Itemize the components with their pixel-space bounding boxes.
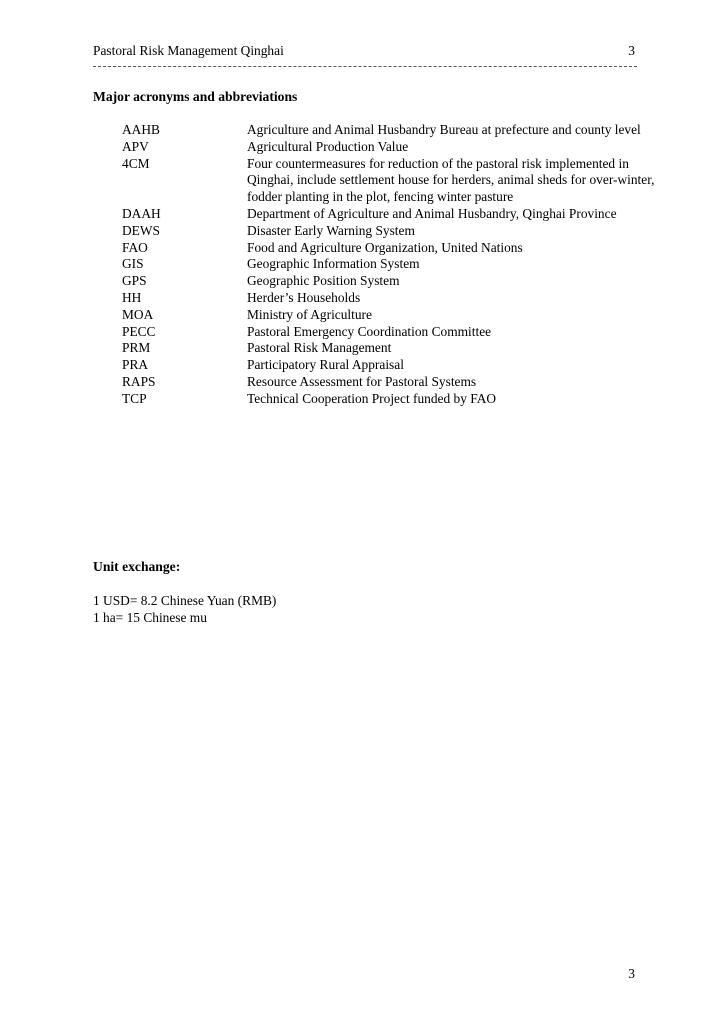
acronym-definition: Agricultural Production Value bbox=[247, 138, 409, 154]
acronym-abbr: MOA bbox=[122, 306, 154, 322]
acronym-row bbox=[122, 391, 682, 408]
acronym-definition: Disaster Early Warning System bbox=[247, 222, 415, 238]
acronym-definition: Herder’s Households bbox=[247, 289, 361, 305]
acronym-abbr: TCP bbox=[122, 390, 147, 406]
acronym-row bbox=[122, 223, 682, 240]
page-header bbox=[93, 43, 635, 61]
acronym-abbr: DEWS bbox=[122, 222, 160, 238]
acronym-abbr: 4CM bbox=[122, 155, 150, 171]
acronym-abbr: HH bbox=[122, 289, 142, 305]
acronym-definition: Four countermeasures for reduction of the pastoral risk implemented in Qinghai, include settlement house for herders, animal sheds for over-winter, fodder planting in the plot, fencing winter pasture bbox=[247, 155, 655, 205]
acronym-abbr: PECC bbox=[122, 323, 156, 339]
acronym-row bbox=[122, 206, 682, 223]
acronym-row bbox=[122, 340, 682, 357]
acronym-row bbox=[122, 324, 682, 341]
acronym-definition: Participatory Rural Appraisal bbox=[247, 357, 404, 373]
acronym-abbr: DAAH bbox=[122, 205, 161, 221]
acronym-definition: Geographic Information System bbox=[247, 256, 420, 272]
acronym-row bbox=[122, 139, 682, 156]
acronym-row bbox=[122, 307, 682, 324]
acronym-definition: Resource Assessment for Pastoral Systems bbox=[247, 373, 477, 389]
acronym-definition: Department of Agriculture and Animal Husbandry, Qinghai Province bbox=[247, 205, 617, 221]
acronym-row bbox=[122, 156, 682, 206]
unit-exchange-list bbox=[93, 592, 276, 626]
acronym-definition: Technical Cooperation Project funded by FAO bbox=[247, 390, 497, 406]
acronym-row bbox=[122, 256, 682, 273]
acronyms-heading: Major acronyms and abbreviations bbox=[93, 89, 298, 104]
header-divider bbox=[93, 66, 637, 67]
acronym-definition: Agriculture and Animal Husbandry Bureau at prefecture and county level bbox=[247, 122, 641, 137]
acronym-abbr: FAO bbox=[122, 239, 148, 255]
acronym-definition: Geographic Position System bbox=[247, 273, 400, 289]
acronym-row bbox=[122, 374, 682, 391]
acronym-abbr: GPS bbox=[122, 273, 147, 289]
header-title: Pastoral Risk Management Qinghai bbox=[93, 43, 284, 58]
unit-exchange-line: 1 USD= 8.2 Chinese Yuan (RMB) bbox=[93, 593, 277, 608]
acronym-definition: Pastoral Risk Management bbox=[247, 340, 392, 356]
acronym-abbr: PRM bbox=[122, 340, 151, 356]
acronym-abbr: APV bbox=[122, 138, 149, 154]
acronym-definition: Ministry of Agriculture bbox=[247, 306, 372, 322]
acronym-row bbox=[122, 273, 682, 290]
footer-page-number: 3 bbox=[628, 966, 635, 981]
acronym-row bbox=[122, 122, 682, 139]
unit-exchange-heading: Unit exchange: bbox=[93, 559, 181, 574]
acronym-definition: Pastoral Emergency Coordination Committee bbox=[247, 323, 492, 339]
acronym-abbr: PRA bbox=[122, 357, 149, 373]
header-page-number: 3 bbox=[628, 43, 635, 58]
unit-exchange-line: 1 ha= 15 Chinese mu bbox=[93, 610, 207, 625]
acronym-abbr: GIS bbox=[122, 256, 144, 272]
acronym-abbr: RAPS bbox=[122, 373, 156, 389]
acronym-row bbox=[122, 240, 682, 257]
acronym-definition: Food and Agriculture Organization, United Nations bbox=[247, 239, 523, 255]
acronym-abbr: AAHB bbox=[122, 122, 160, 137]
acronym-table bbox=[122, 122, 682, 408]
acronym-row bbox=[122, 290, 682, 307]
acronym-row bbox=[122, 357, 682, 374]
